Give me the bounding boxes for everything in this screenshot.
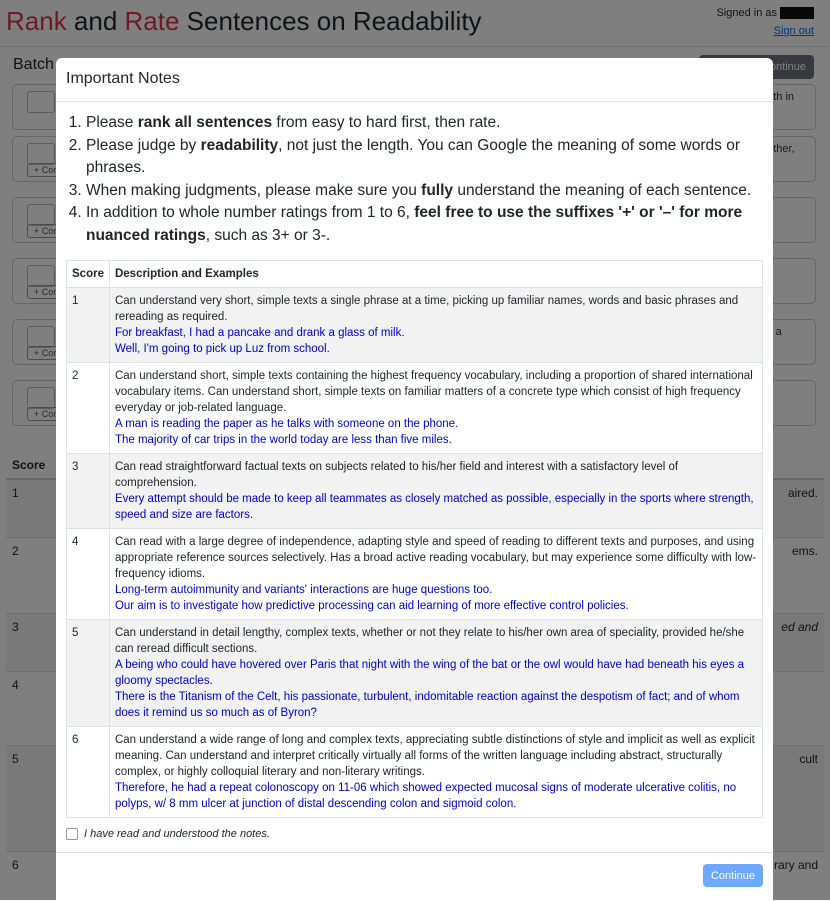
description-cell: Can understand a wide range of long and complex texts, appreciating subtle distinctions of style and implicit as well as explicit meaning. Can understand and interpret critically virtually all forms of the written language including abstract, structurally complex, or highly colloquial literary and non-literary writings. Therefore, he had a repeat colonoscopy on 11-06 which showed expected mucosal signs of moderate ulcerative colitis, no polyps, w/ 8 mm ulcer at junction of distal descending colon and sigmoid colon.: [109, 727, 762, 818]
score-cell: 4: [67, 529, 110, 620]
score-cell: 6: [67, 727, 110, 818]
example-sentence: The majority of car trips in the world today are less than five miles.: [114, 434, 452, 446]
description-cell: Can read with a large degree of independence, adapting style and speed of reading to different texts and purposes, and using appropriate reference sources selectively. Has a broad active reading vocabulary, but may experience some difficulty with low-frequency idioms. Long-term autoimmunity and variants' interactions are huge questions too. Our aim is to investigate how predictive processing can aid learning of more effective control policies.: [109, 529, 762, 620]
table-row: [67, 727, 763, 818]
example-sentence: A being who could have hovered over Paris that night with the wing of the bat or the owl would have had beneath his eyes a gloomy spectacles.: [114, 659, 745, 687]
example-sentence: Our aim is to investigate how predictive processing can aid learning of more effective control policies.: [114, 600, 629, 612]
score-column-header: Score: [67, 261, 110, 288]
table-row: [67, 288, 763, 363]
table-row: [67, 363, 763, 454]
note-item: 4. In addition to whole number ratings from 1 to 6, feel free to use the suffixes '+' or '–' for more nuanced ratings, such as 3+ or 3-.: [86, 202, 766, 247]
table-row: [67, 620, 763, 727]
description-column-header: Description and Examples: [109, 261, 762, 288]
score-cell: 1: [67, 288, 110, 363]
description-cell: Can understand short, simple texts containing the highest frequency vocabulary, including a proportion of shared international vocabulary items. Can understand short, simple texts on familiar matters of a concrete type which consist of high frequency everyday or job-related language. A man is reading the paper as he talks with someone on the phone. The majority of car trips in the world today are less than five miles.: [109, 363, 762, 454]
acknowledge-checkbox-label[interactable]: I have read and understood the notes.: [66, 828, 270, 840]
modal-title: Important Notes: [66, 70, 180, 87]
note-item: 1. Please rank all sentences from easy to hard first, then rate.: [86, 112, 766, 135]
modal-header: [56, 58, 773, 102]
important-notes-modal: [56, 58, 773, 900]
score-cell: 3: [67, 454, 110, 529]
example-sentence: For breakfast, I had a pancake and drank a glass of milk.: [114, 327, 405, 339]
example-sentence: Therefore, he had a repeat colonoscopy on 11-06 which showed expected mucosal signs of moderate ulcerative colitis, no polyps, w/ 8 mm ulcer at junction of distal descending colon and sigmoid colon.: [114, 782, 737, 810]
continue-button[interactable]: Continue: [703, 864, 763, 887]
notes-list: [56, 112, 766, 247]
modal-footer: [56, 852, 773, 900]
example-sentence: Long-term autoimmunity and variants' interactions are huge questions too.: [114, 584, 493, 596]
example-sentence: Well, I'm going to pick up Luz from school.: [114, 343, 330, 355]
example-sentence: A man is reading the paper as he talks with someone on the phone.: [114, 418, 459, 430]
example-sentence: There is the Titanism of the Celt, his passionate, turbulent, indomitable reaction against the despotism of fact; and of whom does it remind us so much as of Byron?: [114, 691, 740, 719]
description-cell: Can understand very short, simple texts a single phrase at a time, picking up familiar names, words and basic phrases and rereading as required. For breakfast, I had a pancake and drank a glass of milk. Well, I'm going to pick up Luz from school.: [109, 288, 762, 363]
note-item: 3. When making judgments, please make sure you fully understand the meaning of each sentence.: [86, 180, 766, 203]
description-cell: Can read straightforward factual texts on subjects related to his/her field and interest with a satisfactory level of comprehension. Every attempt should be made to keep all teammates as closely matched as possible, especially in the sports where strength, speed and size are factors.: [109, 454, 762, 529]
acknowledge-checkbox[interactable]: [66, 828, 78, 840]
description-cell: Can understand in detail lengthy, complex texts, whether or not they relate to his/her own area of speciality, provided he/she can reread difficult sections. A being who could have hovered over Paris that night with the wing of the bat or the owl would have had beneath his eyes a gloomy spectacles. There is the Titanism of the Celt, his passionate, turbulent, indomitable reaction against the despotism of fact; and of whom does it remind us so much as of Byron?: [109, 620, 762, 727]
score-cell: 2: [67, 363, 110, 454]
example-sentence: Every attempt should be made to keep all teammates as closely matched as possible, especially in the sports where strength, speed and size are factors.: [114, 493, 754, 521]
score-description-table: [66, 260, 763, 818]
table-row: [67, 529, 763, 620]
note-item: 2. Please judge by readability, not just the length. You can Google the meaning of some words or phrases.: [86, 135, 766, 180]
score-cell: 5: [67, 620, 110, 727]
table-header-row: [67, 261, 763, 288]
table-row: [67, 454, 763, 529]
